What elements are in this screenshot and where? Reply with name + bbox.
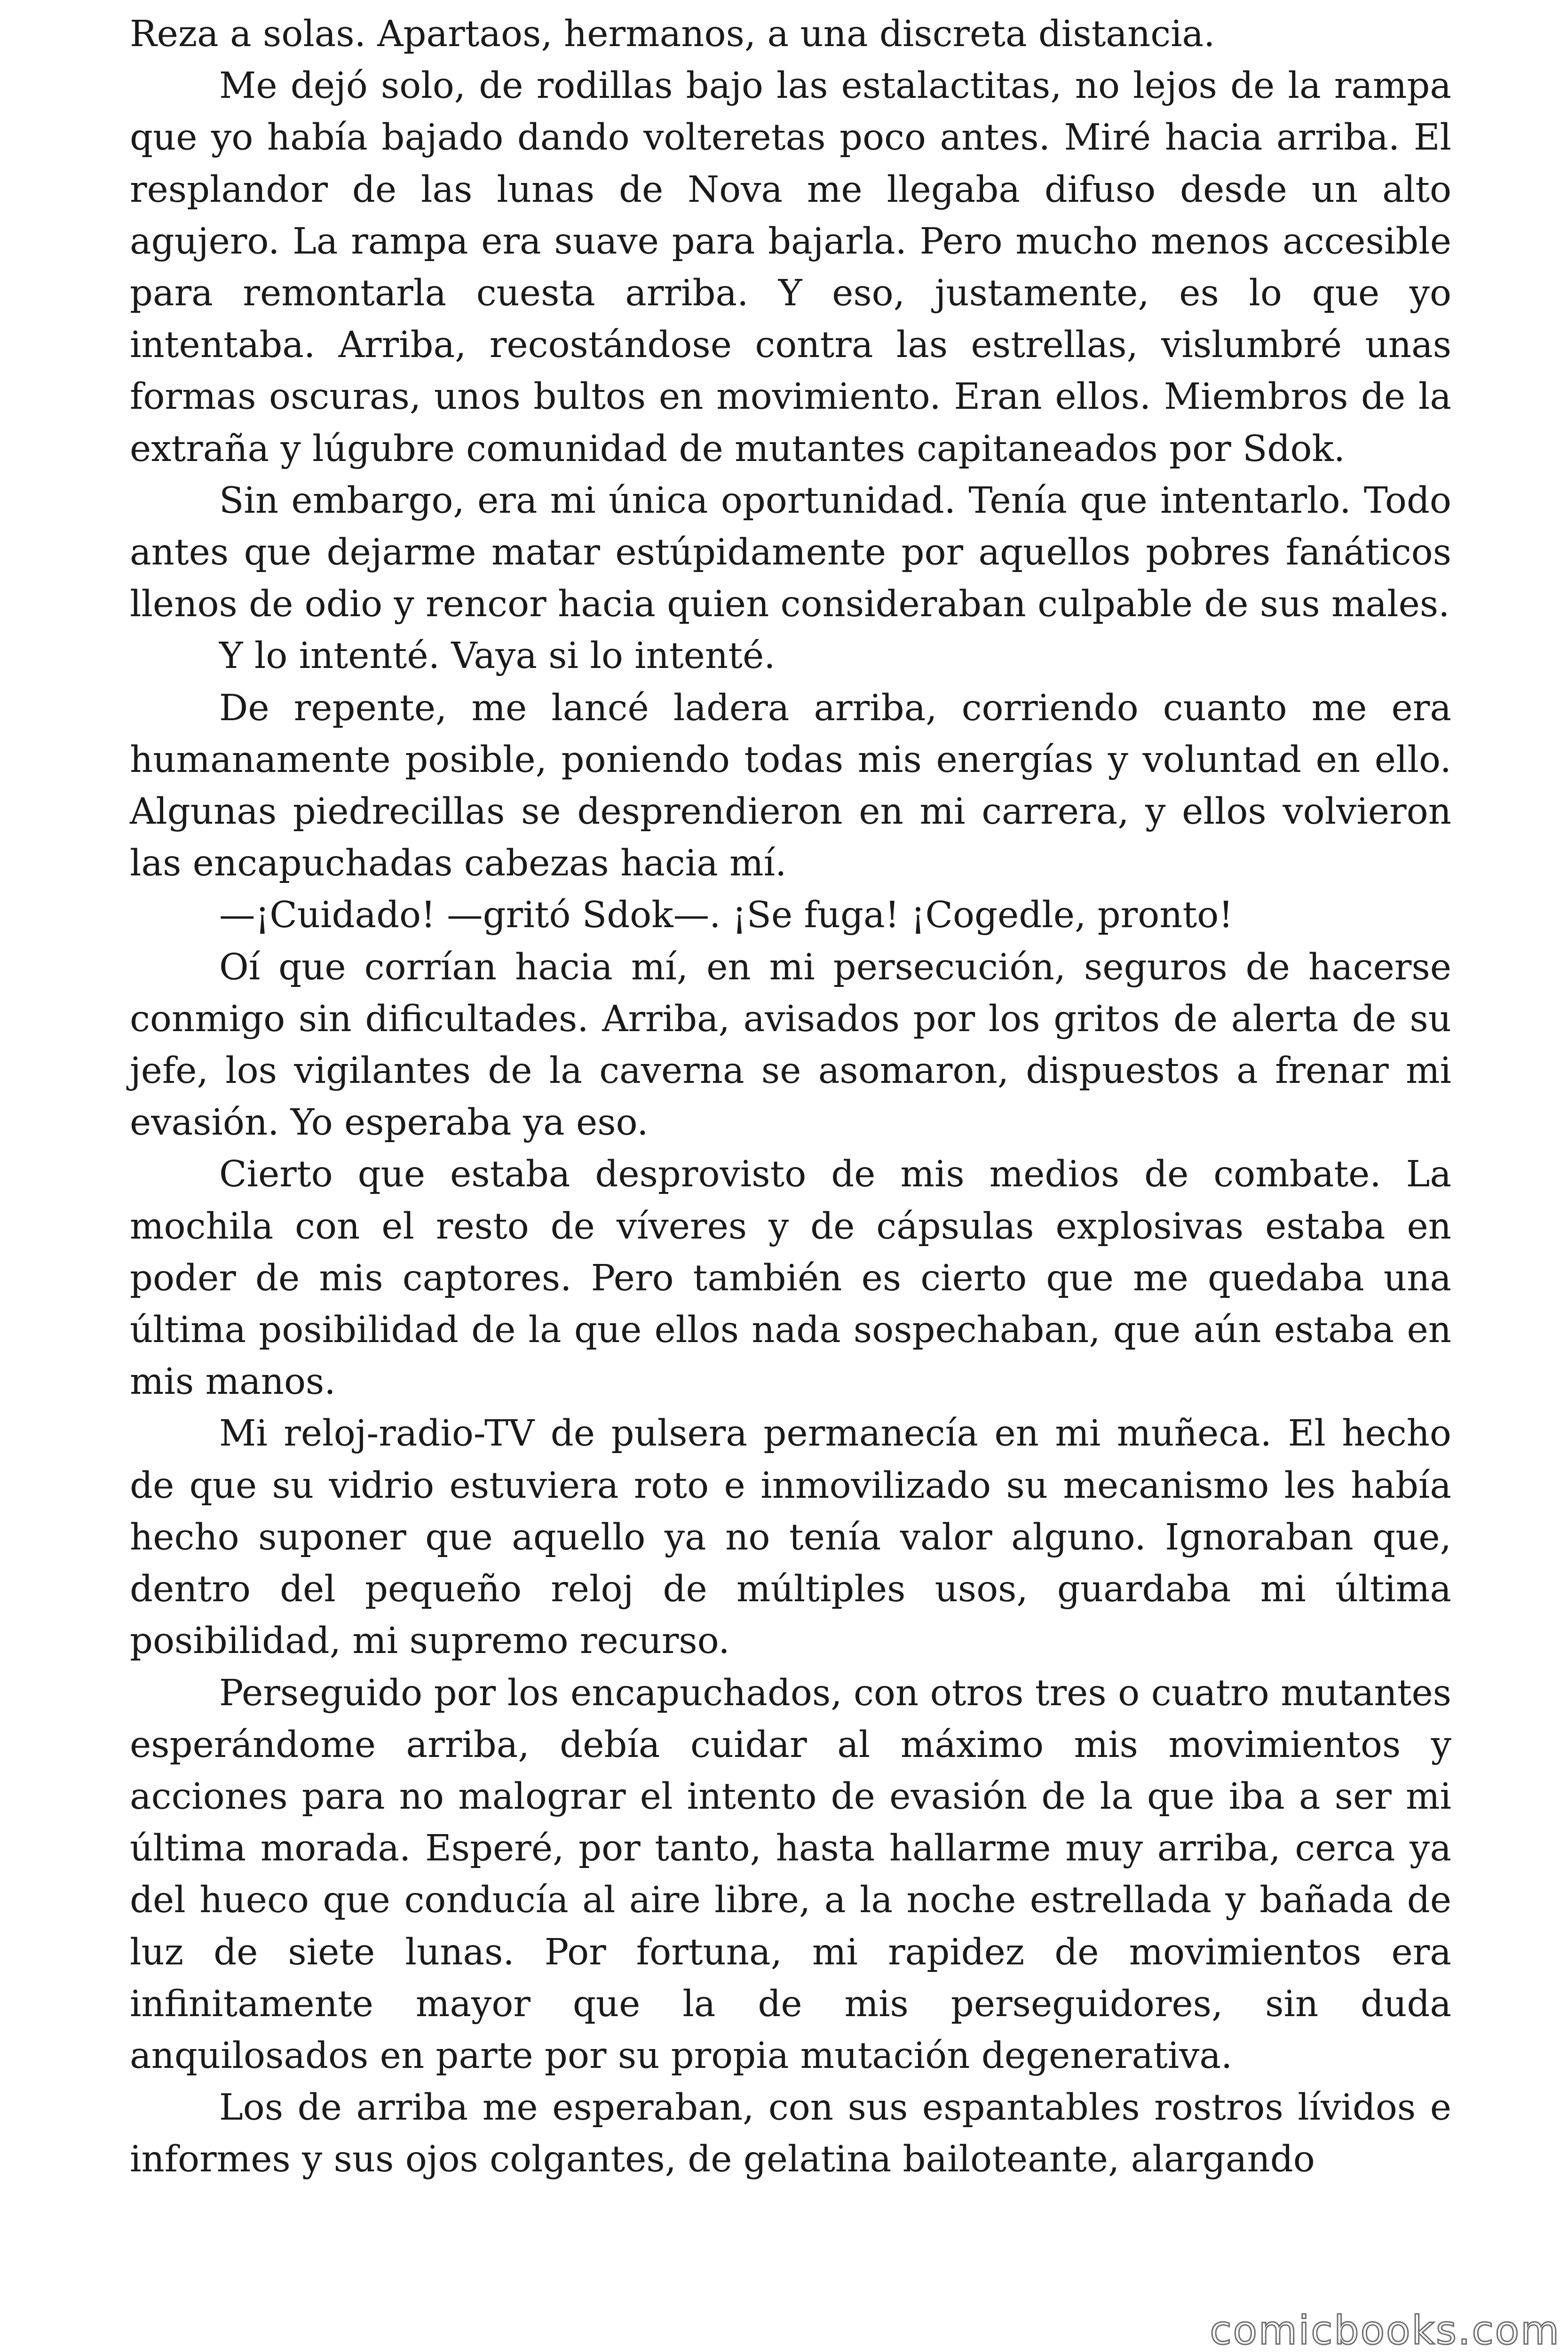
paragraph-4: Y lo intenté. Vaya si lo intenté. [219, 635, 776, 677]
paragraph-11: Los de arriba me esperaban, con sus espantables rostros lívidos e informes y sus ojos colgantes, de gelatina bailoteante, alargando [130, 2087, 1451, 2181]
paragraph-2: Me dejó solo, de rodillas bajo las estalactitas, no lejos de la rampa que yo había bajado dando volteretas poco antes. Miré hacia arriba. El resplandor de las lunas de Nova me llegaba difuso desde un alto agujero. La rampa era suave para bajarla. Pero mucho menos accesible para remontarla cuesta arriba. Y eso, justamente, es lo que yo intentaba. Arriba, recostándose contra las estrellas, vislumbré unas formas oscuras, unos bultos en movimiento. Eran ellos. Miembros de la extraña y lúgubre comunidad de mutantes capitaneados por Sdok. [130, 65, 1451, 470]
paragraph-5: De repente, me lancé ladera arriba, corriendo cuanto me era humanamente posible, poniendo todas mis energías y voluntad en ello. Algunas piedrecillas se desprendieron en mi carrera, y ellos volvieron las encapuchadas cabezas hacia mí. [130, 687, 1451, 885]
paragraph-1: Reza a solas. Apartaos, hermanos, a una discreta distancia. [130, 13, 1215, 55]
paragraph-9: Mi reloj-radio-TV de pulsera permanecía en mi muñeca. El hecho de que su vidrio estuviera roto e inmovilizado su mecanismo les había hecho suponer que aquello ya no tenía valor alguno. Ignoraban que, dentro del pequeño reloj de múltiples usos, guardaba mi última posibilidad, mi supremo recurso. [130, 1413, 1451, 1662]
paragraph-6-dialogue: —¡Cuidado! —gritó Sdok—. ¡Se fuga! ¡Cogedle, pronto! [219, 894, 1234, 937]
paragraph-3: Sin embargo, era mi única oportunidad. Tenía que intentarlo. Todo antes que dejarme matar estúpidamente por aquellos pobres fanáticos llenos de odio y rencor hacia quien consideraban culpable de sus males. [130, 479, 1451, 626]
book-page-text [130, 8, 1451, 2186]
paragraph-7: Oí que corrían hacia mí, en mi persecución, seguros de hacerse conmigo sin dificultades. Arriba, avisados por los gritos de alerta de su jefe, los vigilantes de la caverna se asomaron, dispuestos a frenar mi evasión. Yo esperaba ya eso. [130, 946, 1451, 1144]
paragraph-8: Cierto que estaba desprovisto de mis medios de combate. La mochila con el resto de víveres y de cápsulas explosivas estaba en poder de mis captores. Pero también es cierto que me quedaba una última posibilidad de la que ellos nada sospechaban, que aún estaba en mis manos. [130, 1153, 1451, 1403]
watermark-text: comicbooks.com [1210, 2307, 1560, 2352]
paragraph-10: Perseguido por los encapuchados, con otros tres o cuatro mutantes esperándome arriba, debía cuidar al máximo mis movimientos y acciones para no malograr el intento de evasión de la que iba a ser mi última morada. Esperé, por tanto, hasta hallarme muy arriba, cerca ya del hueco que conducía al aire libre, a la noche estrellada y bañada de luz de siete lunas. Por fortuna, mi rapidez de movimientos era infinitamente mayor que la de mis perseguidores, sin duda anquilosados en parte por su propia mutación degenerativa. [130, 1672, 1451, 2077]
